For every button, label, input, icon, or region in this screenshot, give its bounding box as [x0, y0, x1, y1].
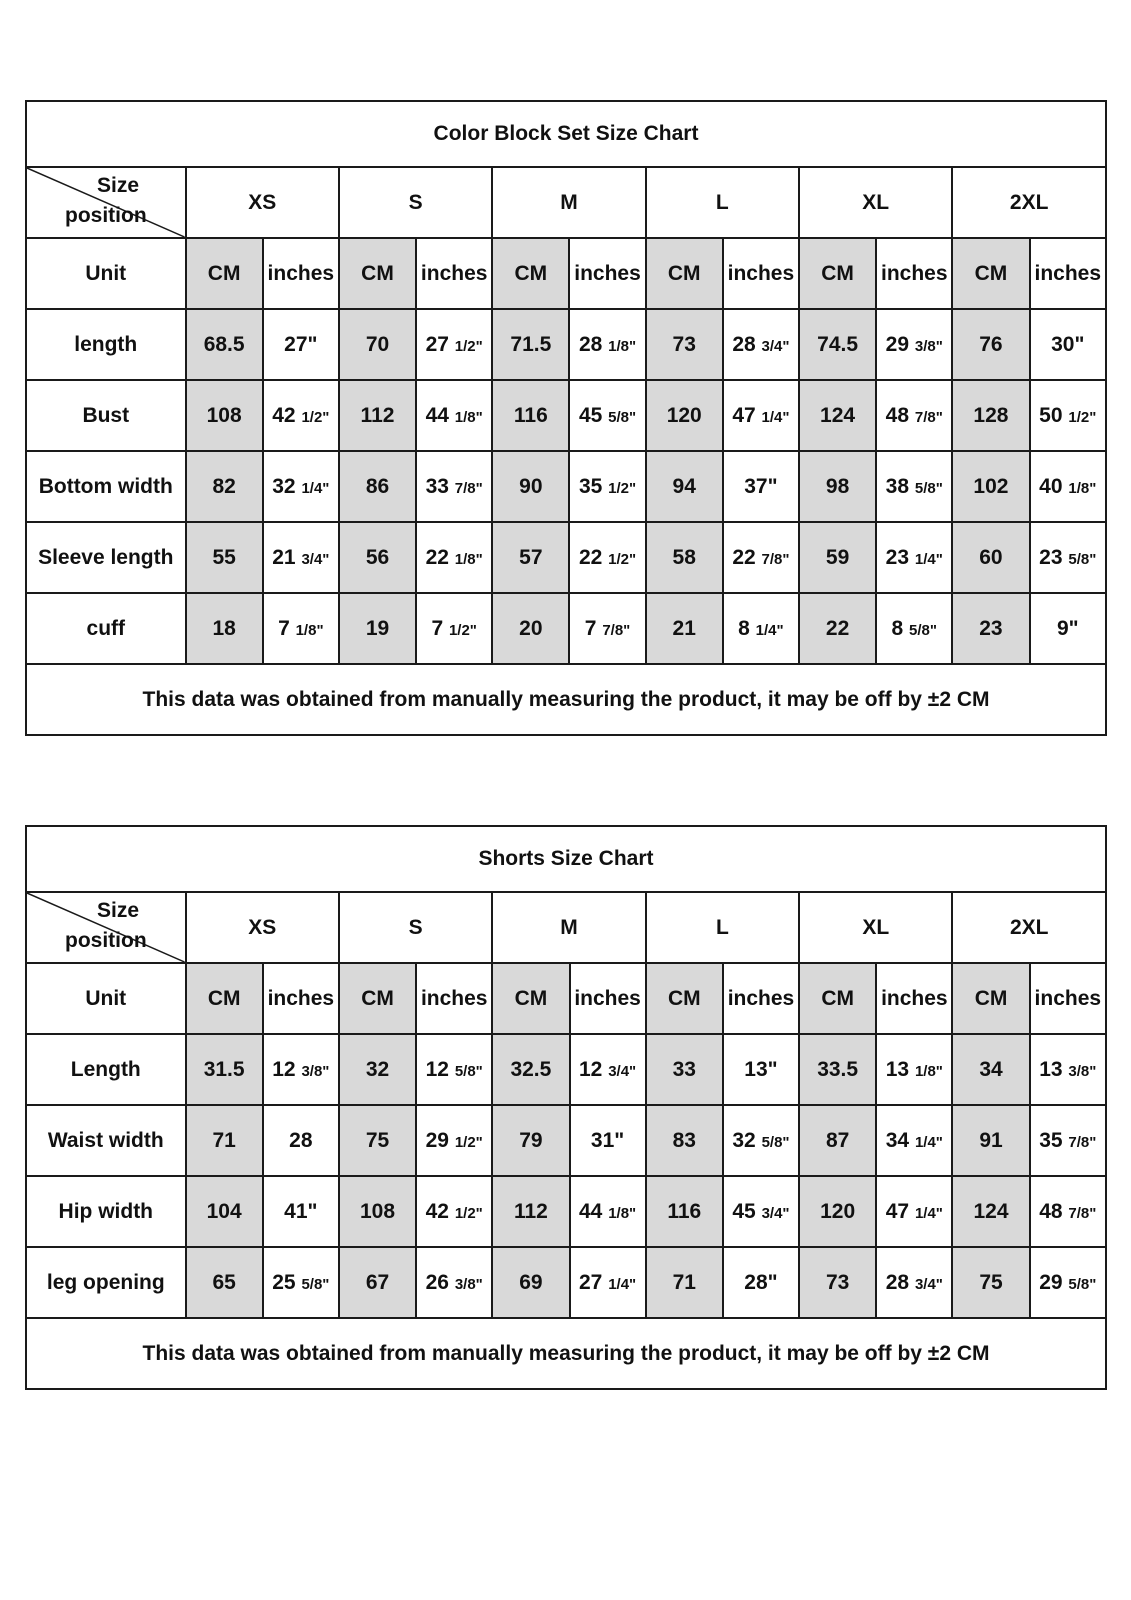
table-row: [26, 380, 1106, 451]
inches-unit-header: inches: [723, 238, 799, 309]
cm-value: 56: [339, 522, 416, 593]
cm-unit-header: CM: [492, 963, 569, 1034]
cm-value: 68.5: [186, 309, 263, 380]
cm-value: 124: [799, 380, 876, 451]
cm-value: 102: [952, 451, 1029, 522]
inches-value: 7 7/8": [569, 593, 645, 664]
cm-value: 18: [186, 593, 263, 664]
inches-value: 13 1/8": [876, 1034, 952, 1105]
cm-unit-header: CM: [952, 238, 1029, 309]
table-row: [26, 1176, 1106, 1247]
cm-value: 58: [646, 522, 723, 593]
inches-unit-header: inches: [263, 238, 339, 309]
cm-value: 128: [952, 380, 1029, 451]
corner-position-label: position: [65, 929, 147, 952]
cm-value: 60: [952, 522, 1029, 593]
cm-value: 83: [646, 1105, 723, 1176]
measurement-note: This data was obtained from manually measuring the product, it may be off by ±2 CM: [26, 664, 1106, 735]
measurement-label: Hip width: [26, 1176, 186, 1247]
inches-value: 35 7/8": [1030, 1105, 1106, 1176]
table-row: [26, 593, 1106, 664]
inches-value: 33 7/8": [416, 451, 492, 522]
cm-value: 69: [492, 1247, 569, 1318]
size-header: S: [339, 167, 492, 238]
cm-value: 116: [646, 1176, 723, 1247]
inches-value: 47 1/4": [723, 380, 799, 451]
cm-value: 74.5: [799, 309, 876, 380]
cm-value: 67: [339, 1247, 416, 1318]
table-row: [26, 451, 1106, 522]
inches-value: 28: [263, 1105, 339, 1176]
unit-label: Unit: [26, 238, 186, 309]
cm-value: 59: [799, 522, 876, 593]
cm-value: 75: [952, 1247, 1029, 1318]
cm-value: 86: [339, 451, 416, 522]
inches-value: 50 1/2": [1030, 380, 1106, 451]
size-header-row: [26, 892, 1106, 963]
cm-unit-header: CM: [492, 238, 569, 309]
cm-value: 75: [339, 1105, 416, 1176]
cm-value: 57: [492, 522, 569, 593]
table-row: [26, 1247, 1106, 1318]
cm-value: 124: [952, 1176, 1029, 1247]
table-row: [26, 309, 1106, 380]
inches-value: 8 1/4": [723, 593, 799, 664]
cm-value: 32: [339, 1034, 416, 1105]
inches-value: 13 3/8": [1030, 1034, 1106, 1105]
inches-unit-header: inches: [263, 963, 339, 1034]
table-row: [26, 1105, 1106, 1176]
cm-value: 87: [799, 1105, 876, 1176]
cm-value: 120: [799, 1176, 876, 1247]
inches-value: 28": [723, 1247, 799, 1318]
size-header: 2XL: [952, 892, 1106, 963]
inches-value: 42 1/2": [416, 1176, 492, 1247]
cm-value: 108: [339, 1176, 416, 1247]
inches-value: 27 1/2": [416, 309, 492, 380]
size-header: XS: [186, 892, 339, 963]
measurement-label: cuff: [26, 593, 186, 664]
inches-value: 22 1/2": [569, 522, 645, 593]
inches-value: 30": [1030, 309, 1106, 380]
unit-row: [26, 238, 1106, 309]
size-header: XS: [186, 167, 339, 238]
cm-value: 91: [952, 1105, 1029, 1176]
size-header: L: [646, 892, 799, 963]
inches-value: 29 1/2": [416, 1105, 492, 1176]
measurement-label: Waist width: [26, 1105, 186, 1176]
cm-unit-header: CM: [646, 963, 723, 1034]
unit-row: [26, 963, 1106, 1034]
cm-value: 82: [186, 451, 263, 522]
inches-unit-header: inches: [569, 238, 645, 309]
note-row: [26, 664, 1106, 735]
cm-value: 79: [492, 1105, 569, 1176]
size-header: 2XL: [952, 167, 1106, 238]
measurement-label: Sleeve length: [26, 522, 186, 593]
inches-value: 9": [1030, 593, 1106, 664]
inches-unit-header: inches: [876, 238, 952, 309]
cm-unit-header: CM: [952, 963, 1029, 1034]
table-row: [26, 522, 1106, 593]
table-row: [26, 1034, 1106, 1105]
inches-unit-header: inches: [416, 238, 492, 309]
cm-value: 23: [952, 593, 1029, 664]
inches-value: 41": [263, 1176, 339, 1247]
cm-value: 19: [339, 593, 416, 664]
cm-value: 31.5: [186, 1034, 263, 1105]
inches-value: 45 3/4": [723, 1176, 799, 1247]
inches-value: 12 3/8": [263, 1034, 339, 1105]
shorts-size-chart: [25, 825, 1107, 1390]
inches-value: 29 3/8": [876, 309, 952, 380]
color-block-set-size-chart: [25, 100, 1107, 736]
measurement-label: Bottom width: [26, 451, 186, 522]
inches-value: 48 7/8": [1030, 1176, 1106, 1247]
measurement-label: Length: [26, 1034, 186, 1105]
inches-value: 12 3/4": [570, 1034, 646, 1105]
size-header: S: [339, 892, 492, 963]
inches-value: 7 1/8": [263, 593, 339, 664]
cm-value: 71: [186, 1105, 263, 1176]
inches-value: 29 5/8": [1030, 1247, 1106, 1318]
cm-value: 120: [646, 380, 723, 451]
size-header-row: [26, 167, 1106, 238]
size-header: XL: [799, 167, 952, 238]
measurement-label: length: [26, 309, 186, 380]
size-position-corner: [26, 892, 186, 963]
cm-value: 76: [952, 309, 1029, 380]
inches-value: 13": [723, 1034, 799, 1105]
inches-value: 21 3/4": [263, 522, 339, 593]
inches-value: 28 3/4": [876, 1247, 952, 1318]
cm-value: 22: [799, 593, 876, 664]
inches-value: 38 5/8": [876, 451, 952, 522]
inches-value: 26 3/8": [416, 1247, 492, 1318]
cm-value: 33: [646, 1034, 723, 1105]
inches-value: 31": [570, 1105, 646, 1176]
cm-unit-header: CM: [799, 238, 876, 309]
cm-unit-header: CM: [339, 238, 416, 309]
cm-value: 112: [492, 1176, 569, 1247]
inches-value: 12 5/8": [416, 1034, 492, 1105]
cm-unit-header: CM: [646, 238, 723, 309]
cm-value: 21: [646, 593, 723, 664]
inches-value: 22 7/8": [723, 522, 799, 593]
chart-title: Shorts Size Chart: [26, 826, 1106, 892]
cm-value: 108: [186, 380, 263, 451]
corner-size-label: Size: [97, 174, 140, 197]
size-header: M: [492, 167, 645, 238]
cm-value: 71: [646, 1247, 723, 1318]
size-position-corner: [26, 167, 186, 238]
cm-unit-header: CM: [186, 238, 263, 309]
inches-value: 27 1/4": [570, 1247, 646, 1318]
inches-value: 35 1/2": [569, 451, 645, 522]
inches-unit-header: inches: [570, 963, 646, 1034]
cm-value: 90: [492, 451, 569, 522]
inches-value: 34 1/4": [876, 1105, 952, 1176]
chart-title: Color Block Set Size Chart: [26, 101, 1106, 167]
inches-unit-header: inches: [416, 963, 492, 1034]
inches-value: 7 1/2": [416, 593, 492, 664]
inches-unit-header: inches: [1030, 238, 1106, 309]
title-row: [26, 101, 1106, 167]
cm-value: 32.5: [492, 1034, 569, 1105]
corner-position-label: position: [65, 204, 147, 227]
inches-value: 27": [263, 309, 339, 380]
inches-value: 28 1/8": [569, 309, 645, 380]
cm-value: 71.5: [492, 309, 569, 380]
inches-value: 25 5/8": [263, 1247, 339, 1318]
cm-value: 33.5: [799, 1034, 876, 1105]
measurement-note: This data was obtained from manually measuring the product, it may be off by ±2 CM: [26, 1318, 1106, 1389]
cm-value: 55: [186, 522, 263, 593]
inches-unit-header: inches: [876, 963, 952, 1034]
cm-value: 34: [952, 1034, 1029, 1105]
cm-value: 65: [186, 1247, 263, 1318]
inches-value: 23 1/4": [876, 522, 952, 593]
cm-unit-header: CM: [799, 963, 876, 1034]
inches-value: 44 1/8": [416, 380, 492, 451]
corner-size-label: Size: [97, 899, 140, 922]
cm-value: 73: [646, 309, 723, 380]
cm-unit-header: CM: [339, 963, 416, 1034]
inches-value: 47 1/4": [876, 1176, 952, 1247]
size-header: M: [492, 892, 645, 963]
inches-value: 22 1/8": [416, 522, 492, 593]
note-row: [26, 1318, 1106, 1389]
cm-value: 112: [339, 380, 416, 451]
size-header: XL: [799, 892, 952, 963]
measurement-label: leg opening: [26, 1247, 186, 1318]
inches-value: 32 5/8": [723, 1105, 799, 1176]
inches-value: 42 1/2": [263, 380, 339, 451]
inches-value: 8 5/8": [876, 593, 952, 664]
inches-value: 48 7/8": [876, 380, 952, 451]
inches-value: 28 3/4": [723, 309, 799, 380]
inches-unit-header: inches: [723, 963, 799, 1034]
cm-value: 116: [492, 380, 569, 451]
inches-value: 32 1/4": [263, 451, 339, 522]
inches-unit-header: inches: [1030, 963, 1106, 1034]
cm-value: 94: [646, 451, 723, 522]
cm-unit-header: CM: [186, 963, 263, 1034]
title-row: [26, 826, 1106, 892]
size-header: L: [646, 167, 799, 238]
measurement-label: Bust: [26, 380, 186, 451]
cm-value: 98: [799, 451, 876, 522]
inches-value: 44 1/8": [570, 1176, 646, 1247]
inches-value: 23 5/8": [1030, 522, 1106, 593]
cm-value: 20: [492, 593, 569, 664]
cm-value: 70: [339, 309, 416, 380]
unit-label: Unit: [26, 963, 186, 1034]
inches-value: 40 1/8": [1030, 451, 1106, 522]
cm-value: 73: [799, 1247, 876, 1318]
inches-value: 37": [723, 451, 799, 522]
inches-value: 45 5/8": [569, 380, 645, 451]
cm-value: 104: [186, 1176, 263, 1247]
